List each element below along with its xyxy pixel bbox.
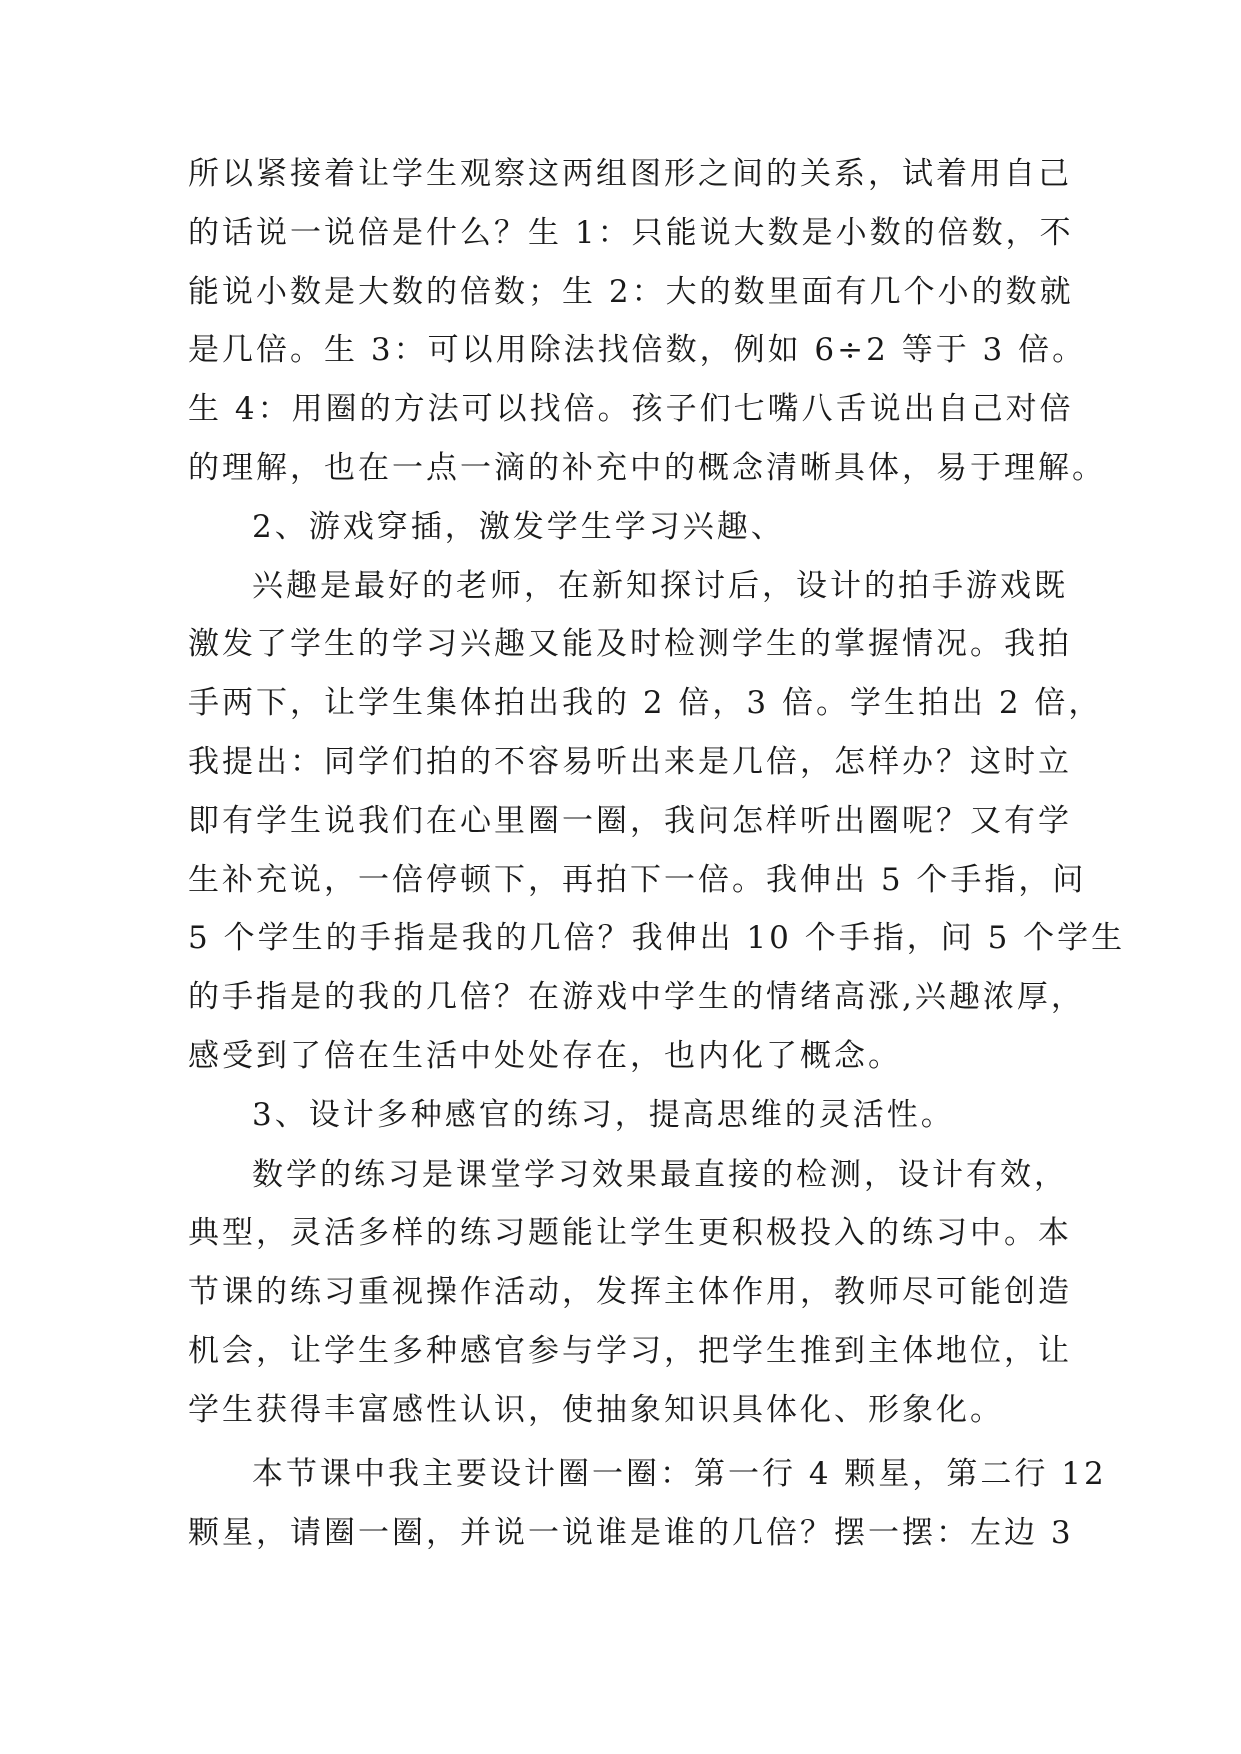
section-heading: 2、游戏穿插，激发学生学习兴趣、 bbox=[252, 509, 785, 545]
text-line: 的手指是的我的几倍？在游戏中学生的情绪高涨,兴趣浓厚， bbox=[188, 979, 1085, 1015]
text-line: 生补充说，一倍停顿下，再拍下一倍。我伸出 5 个手指，问 bbox=[188, 862, 1087, 898]
text-line: 节课的练习重视操作活动，发挥主体作用，教师尽可能创造 bbox=[188, 1274, 1072, 1310]
text-line: 即有学生说我们在心里圈一圈，我问怎样听出圈呢？又有学 bbox=[188, 803, 1072, 839]
text-line: 的话说一说倍是什么？生 1：只能说大数是小数的倍数，不 bbox=[188, 215, 1074, 251]
text-line: 能说小数是大数的倍数；生 2：大的数里面有几个小的数就 bbox=[188, 274, 1074, 310]
text-line: 生 4：用圈的方法可以找倍。孩子们七嘴八舌说出自己对倍 bbox=[188, 391, 1074, 427]
text-line: 典型，灵活多样的练习题能让学生更积极投入的练习中。本 bbox=[188, 1215, 1072, 1251]
paragraph-first-line: 兴趣是最好的老师，在新知探讨后，设计的拍手游戏既 bbox=[252, 568, 1068, 604]
text-line: 5 个学生的手指是我的几倍？我伸出 10 个手指，问 5 个学生 bbox=[188, 920, 1126, 956]
text-line: 所以紧接着让学生观察这两组图形之间的关系，试着用自己 bbox=[188, 156, 1072, 192]
text-line: 激发了学生的学习兴趣又能及时检测学生的掌握情况。我拍 bbox=[188, 626, 1072, 662]
text-line: 的理解，也在一点一滴的补充中的概念清晰具体，易于理解。 bbox=[188, 450, 1106, 486]
text-line: 颗星，请圈一圈，并说一说谁是谁的几倍？摆一摆：左边 3 bbox=[188, 1515, 1074, 1551]
text-line: 手两下，让学生集体拍出我的 2 倍，3 倍。学生拍出 2 倍， bbox=[188, 685, 1103, 721]
paragraph-first-line: 本节课中我主要设计圈一圈：第一行 4 颗星，第二行 12 bbox=[252, 1456, 1107, 1492]
section-heading: 3、设计多种感官的练习，提高思维的灵活性。 bbox=[252, 1097, 955, 1133]
text-line: 感受到了倍在生活中处处存在，也内化了概念。 bbox=[188, 1038, 902, 1074]
text-line: 机会，让学生多种感官参与学习，把学生推到主体地位，让 bbox=[188, 1333, 1072, 1369]
text-line: 是几倍。生 3：可以用除法找倍数，例如 6÷2 等于 3 倍。 bbox=[188, 332, 1087, 368]
text-line: 我提出：同学们拍的不容易听出来是几倍，怎样办？这时立 bbox=[188, 744, 1072, 780]
text-line: 学生获得丰富感性认识，使抽象知识具体化、形象化。 bbox=[188, 1392, 1004, 1428]
paragraph-first-line: 数学的练习是课堂学习效果最直接的检测，设计有效， bbox=[252, 1157, 1068, 1193]
